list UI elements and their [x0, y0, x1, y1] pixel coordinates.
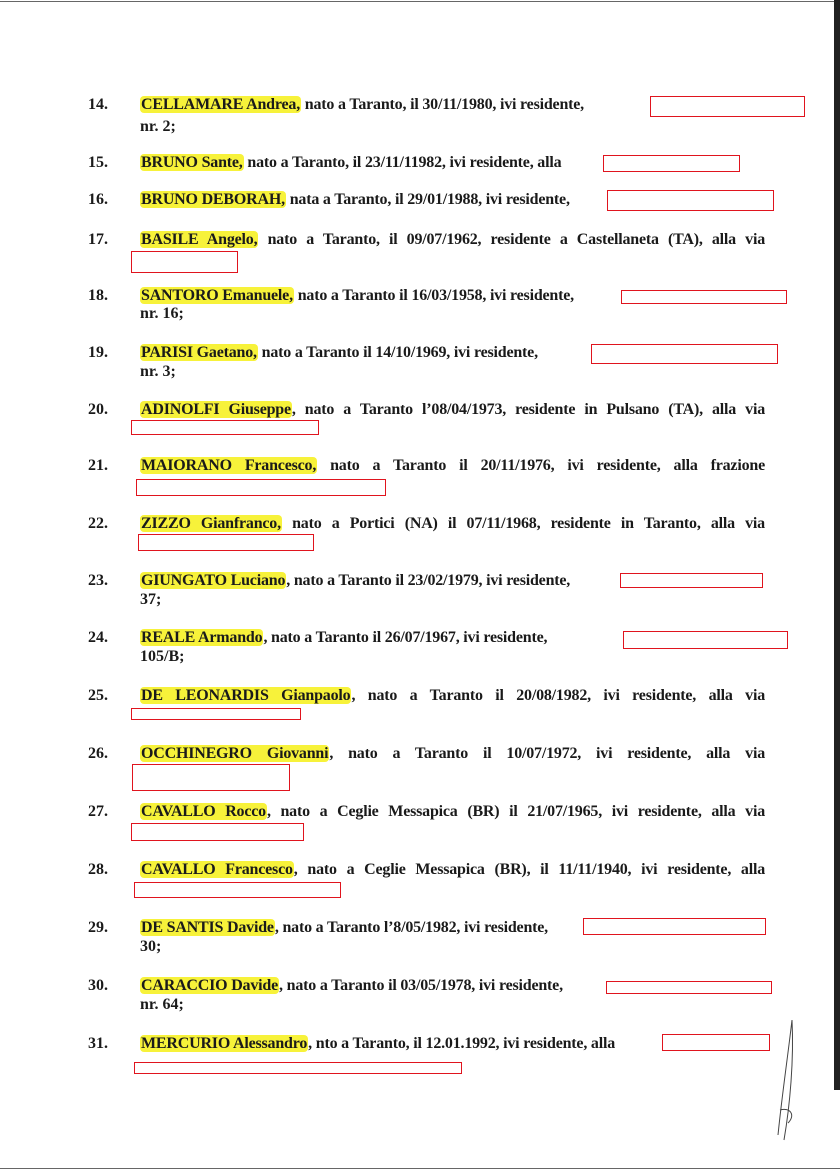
entry-number: 30.	[88, 977, 108, 994]
highlighted-name: OCCHINEGRO Giovanni	[141, 745, 329, 762]
entry-number: 29.	[88, 919, 108, 936]
entry-continuation: nr. 64;	[140, 996, 184, 1013]
entry-number: 15.	[88, 154, 108, 171]
entry-continuation: nr. 2;	[140, 118, 176, 135]
entry-line	[140, 456, 765, 476]
entry-text: , nato a Ceglie Messapica (BR), il 11/11/1940, ivi residente, alla	[293, 861, 765, 878]
entry-number: 25.	[88, 687, 108, 704]
entry-number: 27.	[88, 803, 108, 820]
entry-text: , nato a Taranto il 10/07/1972, ivi residente, alla via	[329, 745, 765, 762]
highlighted-name: MAIORANO Francesco,	[141, 457, 317, 474]
entry-text: , nato a Taranto il 20/08/1982, ivi residente, alla via	[351, 687, 765, 704]
redaction-box	[591, 344, 778, 364]
entry-line	[140, 1034, 615, 1054]
entry-text: nato a Taranto, il 30/11/1980, ivi residente,	[301, 96, 584, 113]
page-top-border	[0, 1, 840, 2]
entry-text: nato a Taranto, il 23/11/11982, ivi residente, alla	[243, 154, 562, 171]
redaction-box	[607, 190, 774, 211]
entry-number: 28.	[88, 861, 108, 878]
highlighted-name: CAVALLO Francesco	[141, 861, 293, 878]
highlighted-name: BRUNO Sante,	[141, 154, 243, 171]
highlighted-name: ZIZZO Gianfranco,	[141, 515, 281, 532]
redaction-box	[131, 823, 304, 841]
entry-text: , nto a Taranto, il 12.01.1992, ivi residente, alla	[308, 1035, 616, 1052]
redaction-box	[623, 631, 788, 649]
redaction-box	[134, 882, 341, 898]
entry-text: , nato a Taranto l’8/05/1982, ivi residente,	[274, 919, 548, 936]
entry-line	[140, 514, 765, 534]
highlighted-name: GIUNGATO Luciano	[141, 572, 286, 589]
entry-text: , nato a Taranto l’08/04/1973, residente in Pulsano (TA), alla via	[291, 401, 765, 418]
entry-number: 16.	[88, 191, 108, 208]
highlighted-name: REALE Armando	[141, 629, 263, 646]
highlighted-name: CARACCIO Davide	[141, 977, 279, 994]
scan-edge	[834, 0, 840, 1090]
entry-line	[140, 918, 548, 938]
entry-number: 19.	[88, 344, 108, 361]
entry-continuation: 30;	[140, 938, 162, 955]
entry-text: , nato a Taranto il 26/07/1967, ivi residente,	[263, 629, 548, 646]
entry-text: nato a Taranto il 20/11/1976, ivi residente, alla frazione	[317, 457, 765, 474]
redaction-box	[131, 420, 319, 435]
redaction-box	[134, 1062, 462, 1074]
highlighted-name: BASILE Angelo,	[141, 231, 258, 248]
redaction-box	[621, 290, 787, 304]
entry-continuation: nr. 3;	[140, 363, 176, 380]
entry-text: nato a Taranto il 16/03/1958, ivi residente,	[293, 287, 574, 304]
entry-line	[140, 802, 765, 822]
entry-continuation: 37;	[140, 591, 162, 608]
entry-line	[140, 976, 563, 996]
redaction-box	[138, 534, 314, 551]
entry-line	[140, 153, 561, 173]
highlighted-name: CELLAMARE Andrea,	[141, 96, 300, 113]
entry-line	[140, 190, 570, 210]
entry-line	[140, 400, 765, 420]
entry-text: , nato a Taranto il 03/05/1978, ivi residente,	[279, 977, 563, 994]
highlighted-name: SANTORO Emanuele,	[141, 287, 293, 304]
entry-number: 24.	[88, 629, 108, 646]
redaction-box	[583, 918, 766, 935]
entry-number: 14.	[88, 96, 108, 113]
entry-continuation: 105/B;	[140, 648, 185, 665]
highlighted-name: CAVALLO Rocco	[141, 803, 266, 820]
page-bottom-border	[0, 1168, 840, 1169]
entry-number: 18.	[88, 287, 108, 304]
entry-line	[140, 860, 765, 880]
entry-line	[140, 95, 584, 115]
redaction-box	[132, 764, 290, 791]
highlighted-name: MERCURIO Alessandro	[141, 1035, 308, 1052]
entry-text: , nato a Ceglie Messapica (BR) il 21/07/1965, ivi residente, alla via	[266, 803, 766, 820]
entry-line	[140, 343, 538, 363]
entry-line	[140, 286, 574, 306]
redaction-box	[603, 155, 740, 172]
entry-text: nato a Taranto, il 09/07/1962, residente a Castellaneta (TA), alla via	[258, 231, 765, 248]
entry-line	[140, 686, 765, 706]
entry-text: nato a Portici (NA) il 07/11/1968, residente in Taranto, alla via	[281, 515, 765, 532]
highlighted-name: ADINOLFI Giuseppe	[141, 401, 291, 418]
entry-line	[140, 230, 765, 250]
redaction-box	[662, 1034, 770, 1051]
highlighted-name: PARISI Gaetano,	[141, 344, 257, 361]
redaction-box	[131, 708, 301, 720]
highlighted-name: DE LEONARDIS Gianpaolo	[141, 687, 351, 704]
entry-text: nata a Taranto, il 29/01/1988, ivi residente,	[285, 191, 570, 208]
highlighted-name: BRUNO DEBORAH,	[141, 191, 285, 208]
redaction-box	[131, 251, 238, 273]
entry-number: 21.	[88, 457, 108, 474]
entry-number: 26.	[88, 745, 108, 762]
redaction-box	[620, 573, 763, 588]
entry-text: nato a Taranto il 14/10/1969, ivi residente,	[257, 344, 538, 361]
redaction-box	[650, 96, 805, 117]
entry-text: , nato a Taranto il 23/02/1979, ivi residente,	[286, 572, 571, 589]
entry-continuation: nr. 16;	[140, 305, 184, 322]
entry-number: 22.	[88, 515, 108, 532]
entry-number: 17.	[88, 231, 108, 248]
entry-number: 23.	[88, 572, 108, 589]
entry-number: 31.	[88, 1035, 108, 1052]
signature-mark	[770, 1015, 810, 1145]
entry-line	[140, 571, 570, 591]
entry-number: 20.	[88, 401, 108, 418]
entry-line	[140, 744, 765, 764]
highlighted-name: DE SANTIS Davide	[141, 919, 274, 936]
redaction-box	[606, 981, 772, 994]
redaction-box	[136, 479, 386, 496]
entry-line	[140, 628, 547, 648]
